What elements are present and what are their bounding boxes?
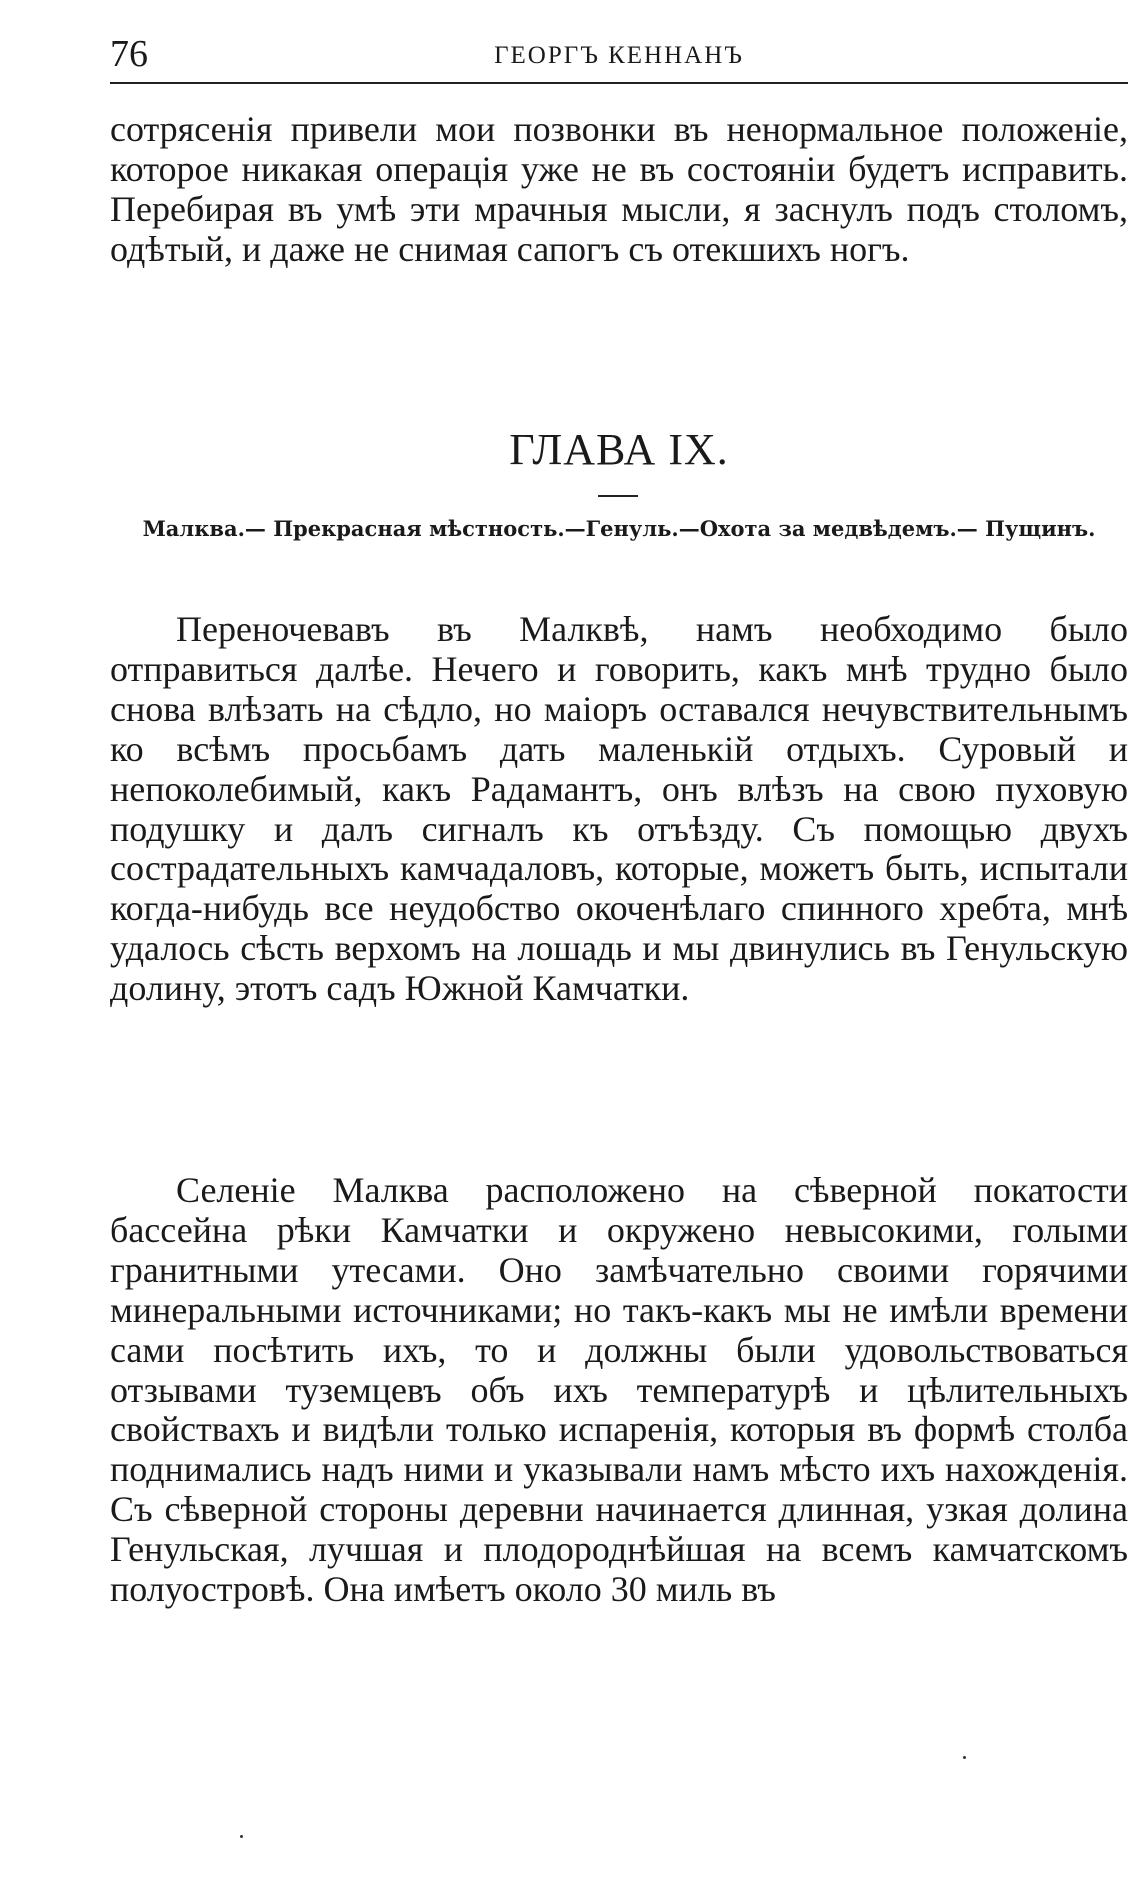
chapter-summary: Малква.— Прекрасная мѣстность.—Генуль.—Охота за медвѣдемъ.— Пущинъ. [142, 516, 1096, 541]
paragraph: Переночевавъ въ Малквѣ, намъ необходимо было отправиться далѣе. Нечего и говорить, какъ мнѣ трудно было снова влѣзать на сѣдло, но маіоръ оставался нечувствительнымъ ко всѣмъ просьбамъ дать маленькій отдыхъ. Суровый и непоколебимый, какъ Радамантъ, онъ влѣзъ на свою пуховую подушку и далъ сигналъ къ отъѣзду. Съ помощью двухъ сострадательныхъ камчадаловъ, которые, можетъ быть, испытали когда-нибудь все неудобство окоченѣлаго спинного хребта, мнѣ удалось сѣсть верхомъ на лошадь и мы двинулись въ Генульскую долину, этотъ садъ Южной Камчатки. [110, 609, 1128, 1009]
paragraph-carry-over: сотрясенія привели мои позвонки въ ненормальное положеніе, которое никакая операція уже не въ состояніи будетъ исправить. Перебирая въ умѣ эти мрачныя мысли, я заснулъ подъ столомъ, одѣтый, и даже не снимая сапогъ съ отекшихъ ногъ. [110, 109, 1128, 269]
chapter-heading: ГЛАВА IX. [509, 425, 729, 474]
chapter-divider [598, 495, 638, 497]
page-number: 76 [110, 33, 148, 75]
running-title: ГЕОРГЪ КЕННАНЪ [494, 42, 744, 69]
print-speck [240, 1835, 243, 1838]
print-speck [963, 1756, 966, 1759]
running-head [110, 28, 1128, 84]
paragraph: Селеніе Малква расположено на сѣверной покатости бассейна рѣки Камчатки и окружено невысокими, голыми гранитными утесами. Оно замѣчательно своими горячими минеральными источниками; но такъ-какъ мы не имѣли времени сами посѣтить ихъ, то и должны были удовольствоваться отзывами туземцевъ объ ихъ температурѣ и цѣлительныхъ свойствахъ и видѣли только испаренія, которыя въ формѣ столба поднимались надъ ними и указывали намъ мѣсто ихъ нахожденія. Съ сѣверной стороны деревни начинается длинная, узкая долина Генульская, лучшая и плодороднѣйшая на всемъ камчатскомъ полуостровѣ. Она имѣетъ около 30 миль въ [110, 1170, 1128, 1610]
